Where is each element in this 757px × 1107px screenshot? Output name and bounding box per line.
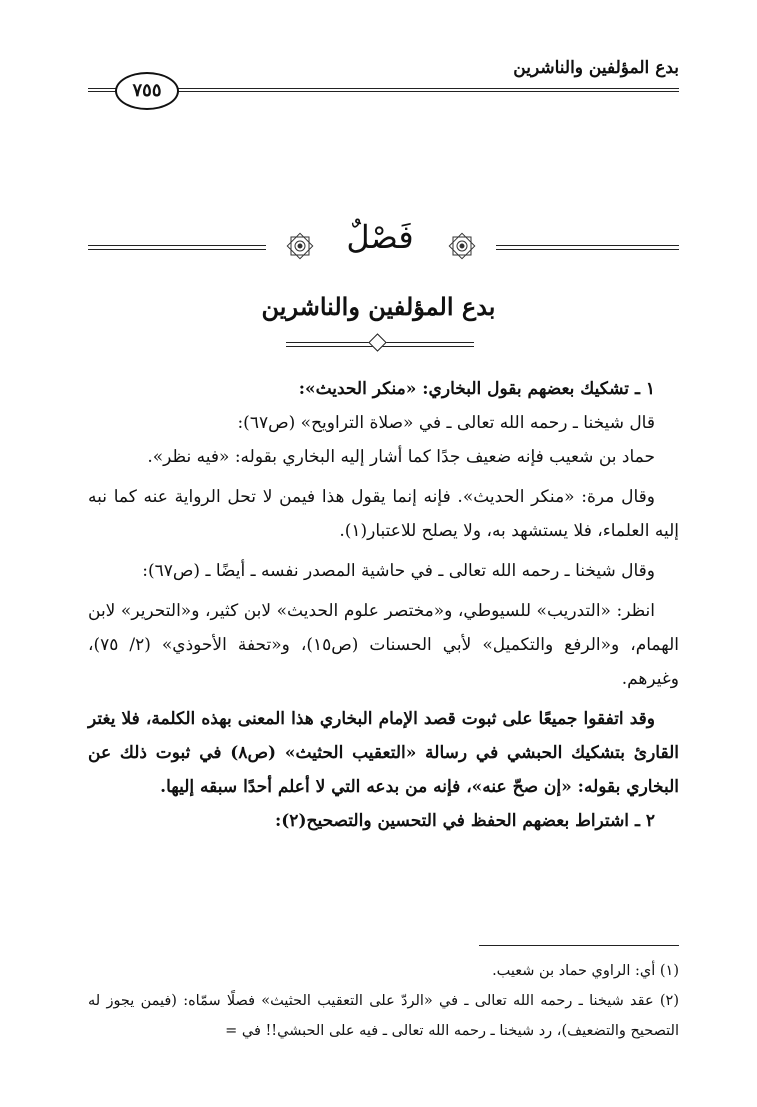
body-text	[88, 372, 679, 838]
paragraph: قال شيخنا ـ رحمه الله تعالى ـ في «صلاة التراويح» (ص٦٧):	[237, 413, 655, 433]
section-label: فَصْلٌ	[346, 218, 414, 256]
paragraph: انظر: «التدريب» للسيوطي، و«مختصر علوم الحديث» لابن كثير، و«التحرير» لابن الهمام، و«الرفع والتكميل» لأبي الحسنات (ص١٥)، و«تحفة الأحوذي» (٢/ ٧٥)، وغيرهم.	[88, 601, 679, 689]
heading-item-1: ١ ـ تشكيك بعضهم بقول البخاري: «منكر الحديث»:	[298, 379, 655, 399]
running-title: بدع المؤلفين والناشرين	[513, 58, 679, 78]
footnote-rule	[479, 945, 679, 946]
heading-item-2: ٢ ـ اشتراط بعضهم الحفظ في التحسين والتصحيح(٢):	[274, 811, 655, 831]
paragraph: حماد بن شعيب فإنه ضعيف جدًا كما أشار إليه البخاري بقوله: «فيه نظر».	[147, 447, 655, 467]
paragraph: وقال شيخنا ـ رحمه الله تعالى ـ في حاشية المصدر نفسه ـ أيضًا ـ (ص٦٧):	[142, 561, 655, 581]
paragraph-bold: وقد اتفقوا جميعًا على ثبوت قصد الإمام البخاري هذا المعنى بهذه الكلمة، فلا يغتر القارئ بتشكيك الحبشي في رسالة «التعقيب الحثيث» (ص٨) في ثبوت ذلك عن البخاري بقوله: «إن صحّ عنه»، فإنه من بدعه التي لا أعلم أحدًا سبقه إليها.	[88, 709, 679, 797]
page-number: ٧٥٥	[115, 72, 179, 110]
ornament-rule-left	[88, 245, 266, 250]
ornament-rule-right	[496, 245, 679, 250]
header-rule	[170, 88, 679, 92]
diamond-icon	[368, 333, 386, 351]
chapter-title: بدع المؤلفين والناشرين	[261, 292, 496, 321]
star-ornament-icon	[444, 228, 480, 264]
header-rule-left	[88, 88, 118, 92]
paragraph: وقال مرة: «منكر الحديث». فإنه إنما يقول هذا فيمن لا تحل الرواية عنه كما نبه إليه العلماء، فلا يستشهد به، ولا يصلح للاعتبار(١).	[88, 487, 679, 541]
footnote-2: (٢) عقد شيخنا ـ رحمه الله تعالى ـ في «الردّ على التعقيب الحثيث» فصلًا سمّاه: (فيمن يجوز له التصحيح والتضعيف)، رد شيخنا ـ رحمه الله تعالى ـ فيه على الحبشي!! في =	[88, 993, 679, 1039]
footnote-1: (١) أي: الراوي حماد بن شعيب.	[492, 963, 679, 979]
footnotes	[88, 956, 679, 1046]
star-ornament-icon	[282, 228, 318, 264]
